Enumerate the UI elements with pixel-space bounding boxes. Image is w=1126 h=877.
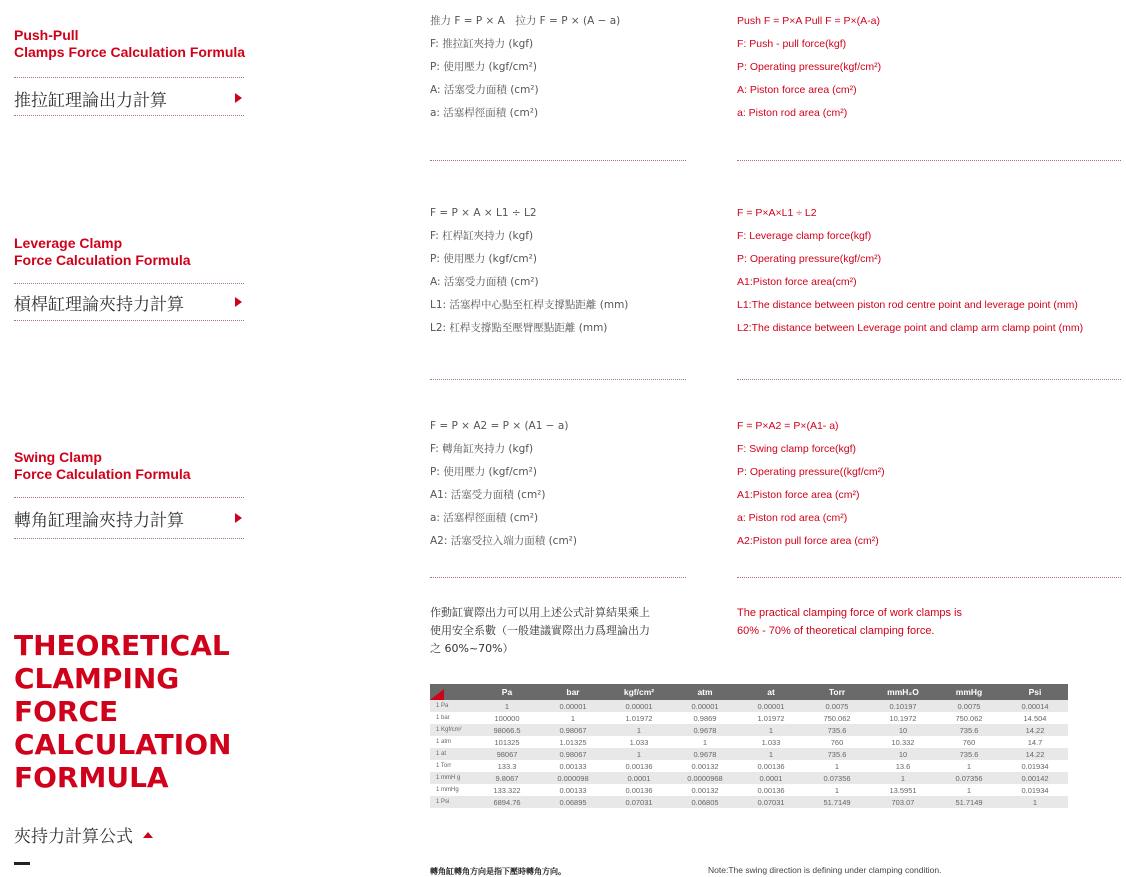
table-cell: 10.1972 [870, 712, 936, 724]
table-cell: 1 [738, 748, 804, 760]
table-cell: 760 [936, 736, 1002, 748]
divider [14, 77, 244, 78]
section2-formula-zh [430, 202, 628, 340]
note-line: 使用安全系數（一般建議實際出力爲理論出力 [430, 624, 650, 637]
note-line: 60% - 70% of theoretical clamping force. [737, 625, 935, 637]
table-cell: 51.7149 [936, 796, 1002, 808]
note-line: 之 60%~70%） [430, 642, 514, 655]
column-header: bar [540, 684, 606, 700]
table-cell: 735.6 [936, 748, 1002, 760]
table-cell: 100000 [474, 712, 540, 724]
divider [14, 320, 244, 321]
table-cell: 0.06805 [672, 796, 738, 808]
formula-line: F: 轉角缸夾持力 (kgf) [430, 443, 534, 455]
table-cell: 0.00136 [738, 760, 804, 772]
divider [430, 160, 686, 161]
column-header: kgf/cm² [606, 684, 672, 700]
formula-line: A: Piston force area (cm²) [737, 84, 857, 96]
table-cell: 703.07 [870, 796, 936, 808]
divider [430, 577, 686, 578]
table-row [430, 736, 1068, 748]
table-cell: 1 [804, 784, 870, 796]
table-cell: 0.00132 [672, 784, 738, 796]
table-cell: 0.00001 [738, 700, 804, 712]
table-cell: 1 [474, 700, 540, 712]
table-row [430, 784, 1068, 796]
table-cell: 1 [936, 760, 1002, 772]
theoretical-title [14, 629, 231, 794]
formula-line: L1: 活塞桿中心點至杠桿支撐點距離 (mm) [430, 299, 629, 311]
pressure-conversion-table [430, 684, 1068, 808]
section3-link[interactable] [14, 506, 250, 530]
table-cell: 1 [1002, 796, 1068, 808]
table-cell: 0.0001 [606, 772, 672, 784]
corner-triangle-icon [430, 689, 444, 700]
formula-line: a: 活塞桿徑面積 (cm²) [430, 512, 539, 524]
title-line: FORMULA [14, 761, 169, 794]
table-cell: 735.6 [804, 748, 870, 760]
big-title-zh: 夾持力計算公式 [14, 827, 133, 847]
table-cell: 10.332 [870, 736, 936, 748]
section2-formula-en [737, 202, 1083, 340]
table-row [430, 796, 1068, 808]
swing-direction-note-zh: 轉角缸轉角方向是指下壓時轉角方向。 [430, 867, 566, 876]
formula-line: 推力 F = P × A 拉力 F = P × (A − a) [430, 15, 621, 27]
column-header: atm [672, 684, 738, 700]
table-cell: 98067 [474, 748, 540, 760]
formula-line: F = P × A2 = P × (A1 − a) [430, 420, 569, 432]
title-line: CALCULATION [14, 728, 232, 761]
column-header: at [738, 684, 804, 700]
note-line: The practical clamping force of work clamps is [737, 607, 962, 619]
table-cell: 0.00001 [672, 700, 738, 712]
formula-line: A2: 活塞受拉入端力面積 (cm²) [430, 535, 577, 547]
table-cell: 0.0075 [936, 700, 1002, 712]
row-header: 1 Psi [430, 796, 474, 808]
divider [14, 115, 244, 116]
table-cell: 1 [870, 772, 936, 784]
table-cell: 0.07031 [738, 796, 804, 808]
table-cell: 0.0075 [804, 700, 870, 712]
section3-title-en [14, 449, 191, 483]
table-cell: 133.3 [474, 760, 540, 772]
table-cell: 0.07356 [804, 772, 870, 784]
section2-title-en-line2: Force Calculation Formula [14, 252, 191, 268]
formula-line: P: 使用壓力 (kgf/cm²) [430, 253, 537, 265]
table-cell: 735.6 [804, 724, 870, 736]
section2-link[interactable] [14, 290, 250, 314]
table-cell: 0.00136 [606, 784, 672, 796]
formula-line: a: Piston rod area (cm²) [737, 107, 848, 119]
table-cell: 0.01934 [1002, 760, 1068, 772]
formula-line: A1: 活塞受力面積 (cm²) [430, 489, 546, 501]
table-cell: 1 [804, 760, 870, 772]
formula-line: L2: 杠桿支撐點至壓臂壓點距離 (mm) [430, 322, 608, 334]
table-cell: 14.7 [1002, 736, 1068, 748]
formula-line: F: Leverage clamp force(kgf) [737, 230, 872, 242]
table-cell: 51.7149 [804, 796, 870, 808]
table-cell: 0.06895 [540, 796, 606, 808]
section1-link[interactable] [14, 86, 250, 110]
table-cell: 1.01325 [540, 736, 606, 748]
table-cell: 0.01934 [1002, 784, 1068, 796]
section3-formula-zh [430, 415, 577, 553]
table-cell: 0.00142 [1002, 772, 1068, 784]
divider [14, 283, 244, 284]
row-header: 1 bar [430, 712, 474, 724]
section2-title-zh: 槓桿缸理論夾持力計算 [14, 294, 184, 315]
dash-marker [14, 862, 30, 865]
table-cell: 9.8067 [474, 772, 540, 784]
table-cell: 1.033 [606, 736, 672, 748]
title-line: THEORETICAL [14, 629, 230, 662]
formula-line: L1:The distance between piston rod centre point and leverage point (mm) [737, 299, 1078, 311]
table-header-row [430, 684, 1068, 700]
formula-line: F = P×A2 = P×(A1- a) [737, 420, 839, 432]
table-cell: 14.22 [1002, 748, 1068, 760]
table-cell: 6894.76 [474, 796, 540, 808]
caret-right-icon [235, 513, 242, 523]
table-cell: 0.10197 [870, 700, 936, 712]
formula-line: a: Piston rod area (cm²) [737, 512, 848, 524]
formula-line: F = P×A×L1 ÷ L2 [737, 207, 817, 219]
table-row [430, 700, 1068, 712]
table-cell: 1 [672, 736, 738, 748]
section3-formula-en [737, 415, 885, 553]
formula-line: P: 使用壓力 (kgf/cm²) [430, 61, 537, 73]
formula-line: a: 活塞桿徑面積 (cm²) [430, 107, 539, 119]
table-row [430, 724, 1068, 736]
column-header: Psi [1002, 684, 1068, 700]
formula-line: F: Swing clamp force(kgf) [737, 443, 857, 455]
divider [430, 379, 686, 380]
table-row [430, 772, 1068, 784]
table-cell: 1 [738, 724, 804, 736]
section3-title-en-line2: Force Calculation Formula [14, 466, 191, 482]
section1-title-zh: 推拉缸理論出力計算 [14, 90, 167, 111]
table-cell: 1.01972 [738, 712, 804, 724]
table-cell: 0.000098 [540, 772, 606, 784]
table-cell: 750.062 [804, 712, 870, 724]
divider [14, 538, 244, 539]
section2-title-en-line1: Leverage Clamp [14, 235, 123, 251]
section1-title-en [14, 27, 245, 61]
section3-title-en-line1: Swing Clamp [14, 449, 102, 465]
formula-line: F: 推拉缸夾持力 (kgf) [430, 38, 534, 50]
table-cell: 0.00133 [540, 760, 606, 772]
divider [737, 160, 1121, 161]
caret-right-icon [235, 297, 242, 307]
table-cell: 0.9678 [672, 748, 738, 760]
section1-title-en-line2: Clamps Force Calculation Formula [14, 44, 246, 60]
formula-line: L2:The distance between Leverage point and clamp arm clamp point (mm) [737, 322, 1084, 334]
table-cell: 735.6 [936, 724, 1002, 736]
table-corner [430, 684, 474, 700]
formula-line: A2:Piston pull force area (cm²) [737, 535, 879, 547]
row-header: 1 mmHg [430, 784, 474, 796]
table-cell: 0.98067 [540, 724, 606, 736]
table-cell: 1 [540, 712, 606, 724]
practical-force-note-zh [430, 604, 700, 658]
formula-line: Push F = P×A Pull F = P×(A-a) [737, 15, 880, 27]
table-cell: 1.01972 [606, 712, 672, 724]
table-cell: 0.0000968 [672, 772, 738, 784]
table-cell: 750.062 [936, 712, 1002, 724]
table-cell: 1 [606, 724, 672, 736]
formula-line: P: 使用壓力 (kgf/cm²) [430, 466, 537, 478]
formula-line: A1:Piston force area(cm²) [737, 276, 857, 288]
table-cell: 13.6 [870, 760, 936, 772]
formula-line: P: Operating pressure(kgf/cm²) [737, 253, 882, 265]
table-row [430, 760, 1068, 772]
row-header: 1 Torr [430, 760, 474, 772]
table-cell: 1 [936, 784, 1002, 796]
section1-title-en-line1: Push-Pull [14, 27, 79, 43]
section1-formula-en [737, 10, 881, 125]
table-cell: 133.322 [474, 784, 540, 796]
table-cell: 10 [870, 724, 936, 736]
table-cell: 0.9869 [672, 712, 738, 724]
table-cell: 0.00132 [672, 760, 738, 772]
formula-line: A: 活塞受力面積 (cm²) [430, 84, 539, 96]
divider [14, 497, 244, 498]
table-cell: 0.98067 [540, 748, 606, 760]
row-header: 1 Kgf/cm² [430, 724, 474, 736]
note-line: 作動缸實際出力可以用上述公式計算結果乘上 [430, 606, 650, 619]
formula-line: P: Operating pressure(kgf/cm²) [737, 61, 882, 73]
table-cell: 0.00014 [1002, 700, 1068, 712]
title-line: CLAMPING [14, 662, 180, 695]
table-cell: 0.00001 [540, 700, 606, 712]
table-cell: 0.0001 [738, 772, 804, 784]
row-header: 1 Pa [430, 700, 474, 712]
caret-up-icon [143, 832, 153, 838]
caret-right-icon [235, 93, 242, 103]
table-cell: 10 [870, 748, 936, 760]
column-header: mmH₂O [870, 684, 936, 700]
collapse-toggle[interactable] [14, 822, 153, 847]
table-cell: 0.07356 [936, 772, 1002, 784]
table-row [430, 712, 1068, 724]
column-header: Torr [804, 684, 870, 700]
table-cell: 1.033 [738, 736, 804, 748]
table-cell: 13.5951 [870, 784, 936, 796]
table-cell: 0.9678 [672, 724, 738, 736]
row-header: 1 at [430, 748, 474, 760]
table-cell: 14.504 [1002, 712, 1068, 724]
section3-title-zh: 轉角缸理論夾持力計算 [14, 510, 184, 531]
formula-line: F: Push - pull force(kgf) [737, 38, 847, 50]
divider [737, 577, 1121, 578]
formula-line: A: 活塞受力面積 (cm²) [430, 276, 539, 288]
row-header: 1 mmH g [430, 772, 474, 784]
formula-line: A1:Piston force area (cm²) [737, 489, 860, 501]
table-cell: 14.22 [1002, 724, 1068, 736]
table-cell: 101325 [474, 736, 540, 748]
swing-direction-note-en: Note:The swing direction is defining under clamping condition. [708, 865, 942, 875]
table-cell: 760 [804, 736, 870, 748]
table-cell: 1 [606, 748, 672, 760]
table-cell: 0.00133 [540, 784, 606, 796]
practical-force-note-en [737, 604, 1117, 640]
title-line: FORCE [14, 695, 119, 728]
formula-line: P: Operating pressure((kgf/cm²) [737, 466, 885, 478]
table-cell: 0.07031 [606, 796, 672, 808]
table-cell: 0.00136 [738, 784, 804, 796]
table-row [430, 748, 1068, 760]
table-cell: 0.00001 [606, 700, 672, 712]
table-cell: 0.00136 [606, 760, 672, 772]
formula-line: F = P × A × L1 ÷ L2 [430, 207, 537, 219]
divider [737, 379, 1121, 380]
section1-formula-zh [430, 10, 620, 125]
row-header: 1 atm [430, 736, 474, 748]
formula-line: F: 杠桿缸夾持力 (kgf) [430, 230, 534, 242]
table-cell: 98066.5 [474, 724, 540, 736]
column-header: mmHg [936, 684, 1002, 700]
section2-title-en [14, 235, 191, 269]
column-header: Pa [474, 684, 540, 700]
